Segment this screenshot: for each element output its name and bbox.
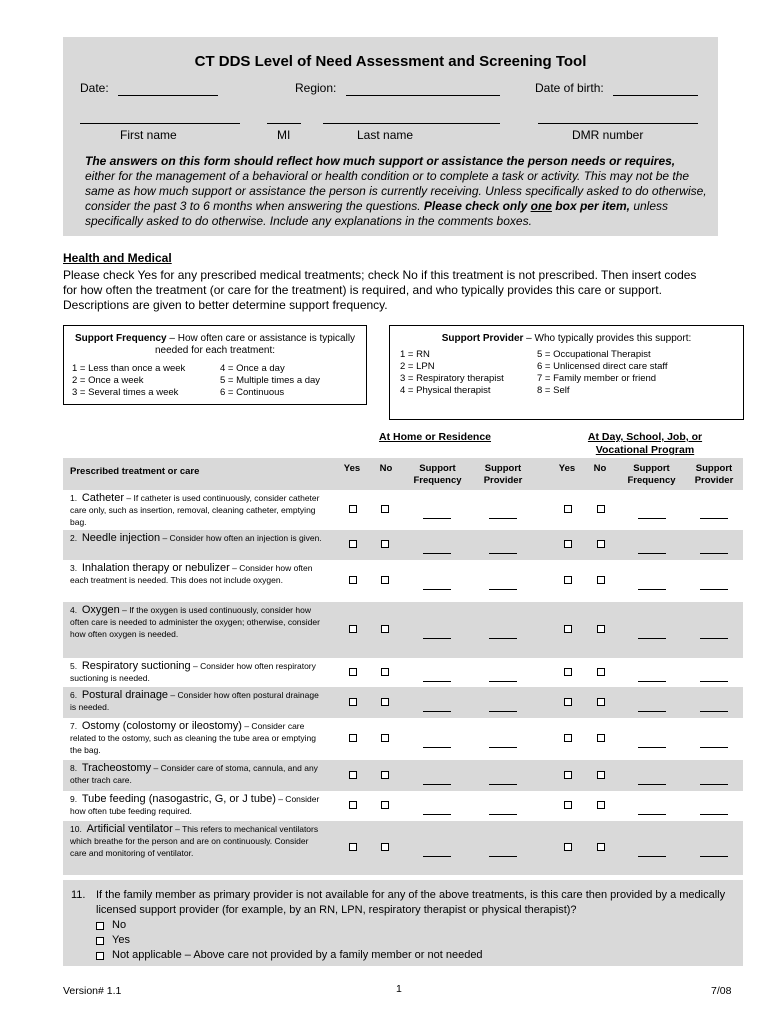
frequency-legend-title-rest: – How often care or assistance is typically needed for each treatment: <box>154 333 356 356</box>
mi-caption: MI <box>277 128 291 142</box>
home-no-checkbox[interactable] <box>381 540 389 548</box>
home-frequency-input[interactable] <box>423 856 451 857</box>
day-no-checkbox[interactable] <box>597 801 605 809</box>
first-name-field[interactable] <box>80 123 240 124</box>
instructions-body: either for the management of a behavioral or health condition or to complete a task or activity. This may not be the same as how much support or assistance the person is currently receiving. Unless specifically asked to do otherwise, consider the past 3 to 6 months when answering the questions. <box>85 169 707 213</box>
q11-checkbox-yes[interactable] <box>96 937 104 945</box>
table-row <box>63 490 743 530</box>
treatment-label <box>70 660 325 684</box>
treatment-number: 6. <box>70 690 78 700</box>
instructions-lead: The answers on this form should reflect how much support or assistance the person needs or requires, <box>85 154 676 168</box>
col-day-yes-header: Yes <box>558 463 576 474</box>
table-row <box>63 791 743 821</box>
date-field[interactable] <box>118 95 218 96</box>
day-no-checkbox[interactable] <box>597 771 605 779</box>
treatment-number: 5. <box>70 661 78 671</box>
provider-code: 5 = Occupational Therapist <box>537 349 651 360</box>
home-provider-input[interactable] <box>489 518 517 519</box>
home-frequency-input[interactable] <box>423 681 451 682</box>
section-description: Please check Yes for any prescribed medical treatments; check No if this treatment is not prescribed. Then insert codes for how often the treatment (or care for the treatment) is required, and who typically provides this care or support. Descriptions are given to better determine support frequency. <box>63 268 697 312</box>
frequency-codes-col1 <box>72 363 220 399</box>
q11-option-yes-label: Yes <box>112 934 130 946</box>
q11-option-no[interactable] <box>96 918 126 933</box>
home-provider-input[interactable] <box>489 638 517 639</box>
treatment-name: Needle injection <box>81 532 161 544</box>
table-row <box>63 658 743 687</box>
day-column-group-header: At Day, School, Job, or Vocational Program <box>587 431 703 456</box>
treatment-number: 3. <box>70 563 78 573</box>
home-no-checkbox[interactable] <box>381 576 389 584</box>
col-day-frequency-header: Support Frequency <box>627 463 676 486</box>
home-yes-checkbox[interactable] <box>349 843 357 851</box>
home-frequency-input[interactable] <box>423 711 451 712</box>
home-yes-checkbox[interactable] <box>349 668 357 676</box>
provider-legend-title <box>390 326 743 345</box>
home-frequency-input[interactable] <box>423 814 451 815</box>
treatment-number: 2. <box>70 533 78 543</box>
day-yes-checkbox[interactable] <box>564 576 572 584</box>
q11-option-na-label: Not applicable – Above care not provided by a family member or not needed <box>112 949 483 961</box>
dob-label: Date of birth: <box>535 81 604 95</box>
home-no-checkbox[interactable] <box>381 505 389 513</box>
treatment-name: Respiratory suctioning <box>81 660 191 672</box>
treatment-description: – Consider how often each treatment is needed. This does not include oxygen. <box>70 563 313 585</box>
day-no-checkbox[interactable] <box>597 576 605 584</box>
treatment-description: – Consider care of stoma, cannula, and any other trach care. <box>70 763 318 785</box>
home-provider-input[interactable] <box>489 814 517 815</box>
day-frequency-input[interactable] <box>638 518 666 519</box>
question-11-number: 11. <box>71 889 86 901</box>
treatment-label <box>70 720 325 756</box>
home-column-group-header: At Home or Residence <box>378 431 492 443</box>
day-yes-checkbox[interactable] <box>564 801 572 809</box>
day-frequency-input[interactable] <box>638 747 666 748</box>
home-no-checkbox[interactable] <box>381 698 389 706</box>
provider-legend-title-rest: – Who typically provides this support: <box>523 333 692 344</box>
table-header <box>63 458 743 490</box>
first-name-caption: First name <box>120 128 177 142</box>
home-frequency-input[interactable] <box>423 518 451 519</box>
home-yes-checkbox[interactable] <box>349 576 357 584</box>
home-no-checkbox[interactable] <box>381 801 389 809</box>
treatment-name: Ostomy (colostomy or ileostomy) <box>81 720 242 732</box>
treatment-description: – Consider how often an injection is given. <box>160 533 322 543</box>
day-no-checkbox[interactable] <box>597 668 605 676</box>
instructions-one: one <box>530 199 552 213</box>
form-header <box>63 37 718 236</box>
instructions-tail: unless specifically asked to do otherwise. Include any explanations in the comments boxes. <box>85 199 669 228</box>
provider-code: 8 = Self <box>537 385 570 396</box>
day-yes-checkbox[interactable] <box>564 771 572 779</box>
day-frequency-input[interactable] <box>638 589 666 590</box>
treatment-label <box>70 823 325 859</box>
dmr-number-caption: DMR number <box>572 128 644 142</box>
day-yes-checkbox[interactable] <box>564 734 572 742</box>
home-yes-checkbox[interactable] <box>349 801 357 809</box>
treatment-label <box>70 492 325 528</box>
home-frequency-input[interactable] <box>423 784 451 785</box>
question-11-text: If the family member as primary provider is not available for any of the above treatments, is this care then provided by a medically licensed support provider (for example, by an RN, LPN, respiratory therapist or physical therapist)? <box>96 889 726 916</box>
day-yes-checkbox[interactable] <box>564 843 572 851</box>
treatment-number: 4. <box>70 605 78 615</box>
treatment-description: – Consider how often respiratory suctioning is needed. <box>70 661 316 683</box>
table-row <box>63 687 743 718</box>
home-frequency-input[interactable] <box>423 747 451 748</box>
treatment-name: Tube feeding (nasogastric, G, or J tube) <box>81 793 276 805</box>
region-label: Region: <box>295 81 337 95</box>
day-yes-checkbox[interactable] <box>564 698 572 706</box>
day-frequency-input[interactable] <box>638 856 666 857</box>
day-frequency-input[interactable] <box>638 553 666 554</box>
instructions-bold: Please check only <box>423 199 531 213</box>
provider-code: 7 = Family member or friend <box>537 373 657 384</box>
frequency-code: 5 = Multiple times a day <box>220 375 321 386</box>
provider-codes-col2 <box>537 349 668 397</box>
frequency-legend-title <box>64 326 366 357</box>
home-no-checkbox[interactable] <box>381 771 389 779</box>
treatment-description: – Consider how often postural drainage is needed. <box>70 690 319 712</box>
col-treatment-header: Prescribed treatment or care <box>70 466 200 477</box>
day-provider-input[interactable] <box>700 681 728 682</box>
treatment-number: 9. <box>70 794 78 804</box>
frequency-code: 4 = Once a day <box>220 363 285 374</box>
q11-option-yes[interactable] <box>96 933 130 948</box>
provider-code: 4 = Physical therapist <box>400 385 491 396</box>
instructions <box>85 154 707 229</box>
day-yes-checkbox[interactable] <box>564 505 572 513</box>
day-yes-checkbox[interactable] <box>564 668 572 676</box>
treatment-number: 8. <box>70 763 78 773</box>
home-yes-checkbox[interactable] <box>349 625 357 633</box>
table-row <box>63 760 743 791</box>
day-no-checkbox[interactable] <box>597 734 605 742</box>
day-provider-input[interactable] <box>700 553 728 554</box>
col-home-frequency-header: Support Frequency <box>413 463 462 486</box>
day-frequency-input[interactable] <box>638 711 666 712</box>
footer-page-number: 1 <box>396 983 402 995</box>
treatment-label <box>70 689 325 713</box>
day-no-checkbox[interactable] <box>597 505 605 513</box>
q11-checkbox-na[interactable] <box>96 952 104 960</box>
table-row <box>63 602 743 658</box>
day-yes-checkbox[interactable] <box>564 540 572 548</box>
treatment-name: Tracheostomy <box>81 762 152 774</box>
day-frequency-input[interactable] <box>638 814 666 815</box>
day-no-checkbox[interactable] <box>597 698 605 706</box>
home-no-checkbox[interactable] <box>381 668 389 676</box>
day-no-checkbox[interactable] <box>597 843 605 851</box>
footer-date: 7/08 <box>711 985 732 997</box>
treatment-description: – If the oxygen is used continuously, consider how often care is needed to administer the oxygen; otherwise, consider how often oxygen is needed. <box>70 605 320 639</box>
treatment-label <box>70 604 325 640</box>
last-name-field[interactable] <box>323 123 500 124</box>
treatment-name: Oxygen <box>81 604 120 616</box>
treatment-name: Postural drainage <box>81 689 169 701</box>
day-provider-input[interactable] <box>700 589 728 590</box>
provider-legend-title-bold: Support Provider <box>441 333 524 344</box>
treatment-label <box>70 532 325 544</box>
section-title: Health and Medical <box>63 251 172 265</box>
home-yes-checkbox[interactable] <box>349 540 357 548</box>
region-field[interactable] <box>346 95 500 96</box>
table-row <box>63 821 743 875</box>
provider-code: 3 = Respiratory therapist <box>400 373 504 384</box>
provider-code: 1 = RN <box>400 349 430 360</box>
treatment-name: Inhalation therapy or nebulizer <box>81 562 230 574</box>
instructions-bold-2: box per item, <box>551 199 630 213</box>
col-day-no-header: No <box>593 463 607 474</box>
treatment-description: – This refers to mechanical ventilators which breathe for the person and are on continuously. Consider care and monitoring of ventilator. <box>70 824 319 858</box>
home-yes-checkbox[interactable] <box>349 505 357 513</box>
home-no-checkbox[interactable] <box>381 625 389 633</box>
day-no-checkbox[interactable] <box>597 625 605 633</box>
frequency-code: 6 = Continuous <box>220 387 285 398</box>
home-provider-input[interactable] <box>489 681 517 682</box>
home-provider-input[interactable] <box>489 553 517 554</box>
day-provider-input[interactable] <box>700 518 728 519</box>
day-frequency-input[interactable] <box>638 784 666 785</box>
provider-code: 6 = Unlicensed direct care staff <box>537 361 668 372</box>
treatment-label <box>70 562 325 586</box>
question-11 <box>63 880 743 966</box>
day-provider-input[interactable] <box>700 711 728 712</box>
treatment-number: 10. <box>70 824 82 834</box>
support-provider-legend <box>389 325 744 420</box>
frequency-code: 1 = Less than once a week <box>72 363 186 374</box>
treatment-name: Catheter <box>81 492 125 504</box>
col-home-yes-header: Yes <box>343 463 361 474</box>
day-provider-input[interactable] <box>700 747 728 748</box>
home-no-checkbox[interactable] <box>381 734 389 742</box>
col-home-provider-header: Support Provider <box>483 463 523 486</box>
home-frequency-input[interactable] <box>423 589 451 590</box>
day-provider-input[interactable] <box>700 814 728 815</box>
col-home-no-header: No <box>379 463 393 474</box>
day-yes-checkbox[interactable] <box>564 625 572 633</box>
frequency-codes-col2 <box>220 363 320 399</box>
q11-checkbox-no[interactable] <box>96 922 104 930</box>
provider-codes-col1 <box>400 349 537 397</box>
home-provider-input[interactable] <box>489 856 517 857</box>
day-frequency-input[interactable] <box>638 638 666 639</box>
treatment-label <box>70 762 325 786</box>
dmr-number-field[interactable] <box>538 123 698 124</box>
home-provider-input[interactable] <box>489 784 517 785</box>
home-provider-input[interactable] <box>489 589 517 590</box>
day-frequency-input[interactable] <box>638 681 666 682</box>
day-provider-input[interactable] <box>700 784 728 785</box>
table-row <box>63 718 743 760</box>
table-row <box>63 530 743 560</box>
day-no-checkbox[interactable] <box>597 540 605 548</box>
home-provider-input[interactable] <box>489 747 517 748</box>
treatment-name: Artificial ventilator <box>86 823 173 835</box>
home-frequency-input[interactable] <box>423 638 451 639</box>
home-provider-input[interactable] <box>489 711 517 712</box>
footer-version: Version# 1.1 <box>63 985 122 997</box>
q11-option-no-label: No <box>112 919 127 931</box>
support-frequency-legend <box>63 325 367 405</box>
day-provider-input[interactable] <box>700 638 728 639</box>
treatment-description: – Consider how often tube feeding required. <box>70 794 320 816</box>
treatment-description: – Consider care related to the ostomy, such as cleaning the tube area or emptying the bag. <box>70 721 317 755</box>
treatment-description: – If catheter is used continuously, consider catheter care only, such as insertion, removal, cleaning catheter, emptying bag. <box>70 493 320 527</box>
home-yes-checkbox[interactable] <box>349 734 357 742</box>
home-yes-checkbox[interactable] <box>349 698 357 706</box>
frequency-code: 3 = Several times a week <box>72 387 179 398</box>
date-label: Date: <box>80 81 109 95</box>
home-no-checkbox[interactable] <box>381 843 389 851</box>
treatment-number: 7. <box>70 721 78 731</box>
dob-field[interactable] <box>613 95 698 96</box>
mi-field[interactable] <box>267 123 301 124</box>
day-provider-input[interactable] <box>700 856 728 857</box>
home-frequency-input[interactable] <box>423 553 451 554</box>
treatment-number: 1. <box>70 493 78 503</box>
home-yes-checkbox[interactable] <box>349 771 357 779</box>
treatment-label <box>70 793 325 817</box>
form-title: CT DDS Level of Need Assessment and Screening Tool <box>194 53 587 70</box>
col-day-provider-header: Support Provider <box>694 463 734 486</box>
q11-option-na[interactable] <box>96 948 483 963</box>
frequency-legend-title-bold: Support Frequency <box>74 333 167 344</box>
last-name-caption: Last name <box>357 128 414 142</box>
frequency-code: 2 = Once a week <box>72 375 144 386</box>
table-row <box>63 560 743 602</box>
provider-code: 2 = LPN <box>400 361 435 372</box>
